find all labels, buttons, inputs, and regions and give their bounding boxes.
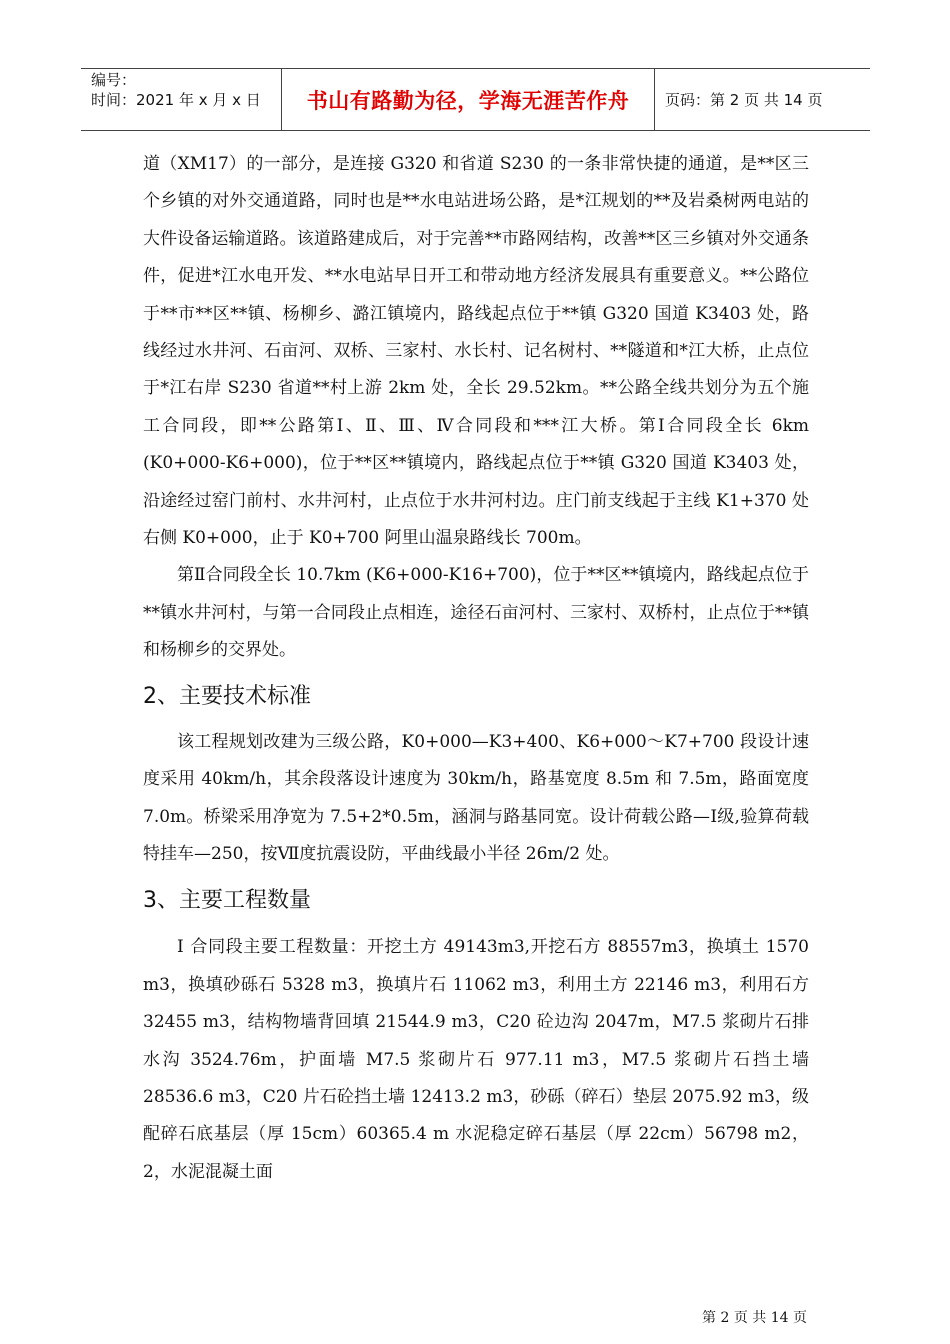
header-time: 时间：2021 年 x 月 x 日 [91, 91, 261, 109]
header-number: 编号： [91, 71, 137, 89]
page-header [81, 68, 870, 131]
document-body [143, 146, 809, 1191]
paragraph-technical-standards: 该工程规划改建为三级公路，K0+000—K3+400、K6+000～K7+700 段设计速度采用 40km/h，其余段落设计速度为 30km/h，路基宽度 8.5m 和 7.5m，路面宽度 7.0m。桥梁采用净宽为 7.5+2*0.5m，涵洞与路基同宽。设计荷载公路—Ⅰ级,验算荷载特挂车—250，按Ⅶ度抗震设防，平曲线最小半径 26m/2 处。 [143, 731, 809, 864]
heading-technical-standards: 2、主要技术标准 [143, 683, 311, 709]
paragraph-route-overview: 道（XM17）的一部分，是连接 G320 和省道 S230 的一条非常快捷的通道，是**区三个乡镇的对外交通道路，同时也是**水电站进场公路，是*江规划的**及岩桑树两电站的大件设备运输道路。该道路建成后，对于完善**市路网结构，改善**区三乡镇对外交通条件，促进*江水电开发、**水电站早日开工和带动地方经济发展具有重要意义。**公路位于**市**区**镇、杨柳乡、潞江镇境内，路线起点位于**镇 G320 国道 K3403 处，路线经过水井河、石亩河、双桥、三家村、水长村、记名树村、**隧道和*江大桥，止点位于*江右岸 S230 省道**村上游 2km 处，全长 29.52km。**公路全线共划分为五个施工合同段，即**公路第Ⅰ、Ⅱ、Ⅲ、Ⅳ合同段和***江大桥。第Ⅰ合同段全长 6km (K0+000-K6+000)，位于**区**镇境内，路线起点位于**镇 G320 国道 K3403 处，沿途经过窑门前村、水井河村，止点位于水井河村边。庄门前支线起于主线 K1+370 处右侧 K0+000，止于 K0+700 阿里山温泉路线长 700m。 [143, 154, 809, 549]
header-page-info: 页码：第 2 页 共 14 页 [665, 91, 823, 109]
header-meta [81, 69, 282, 130]
paragraph-contract-section-2: 第Ⅱ合同段全长 10.7km (K6+000-K16+700)，位于**区**镇境内，路线起点位于**镇水井河村，与第一合同段止点相连，途径石亩河村、三家村、双桥村，止点位于**镇和杨柳乡的交界处。 [143, 565, 809, 661]
paragraph-quantities: Ⅰ 合同段主要工程数量：开挖土方 49143m3,开挖石方 88557m3，换填土 1570 m3，换填砂砾石 5328 m3，换填片石 11062 m3，利用土方 22146 m3，利用石方 32455 m3，结构物墙背回填 21544.9 m3，C20 砼边沟 2047m，M7.5 浆砌片石排水沟 3524.76m，护面墙 M7.5 浆砌片石 977.11 m3，M7.5 浆砌片石挡土墙 28536.6 m3，C20 片石砼挡土墙 12413.2 m3，砂砾（碎石）垫层 2075.92 m3，级配碎石底基层（厚 15cm）60365.4 m 水泥稳定碎石基层（厚 22cm）56798 m2，2，水泥混凝土面 [143, 937, 809, 1182]
heading-quantities: 3、主要工程数量 [143, 888, 311, 914]
page-footer: 第 2 页 共 14 页 [702, 1310, 807, 1326]
header-motto: 书山有路勤为径，学海无涯苦作舟 [282, 69, 655, 130]
